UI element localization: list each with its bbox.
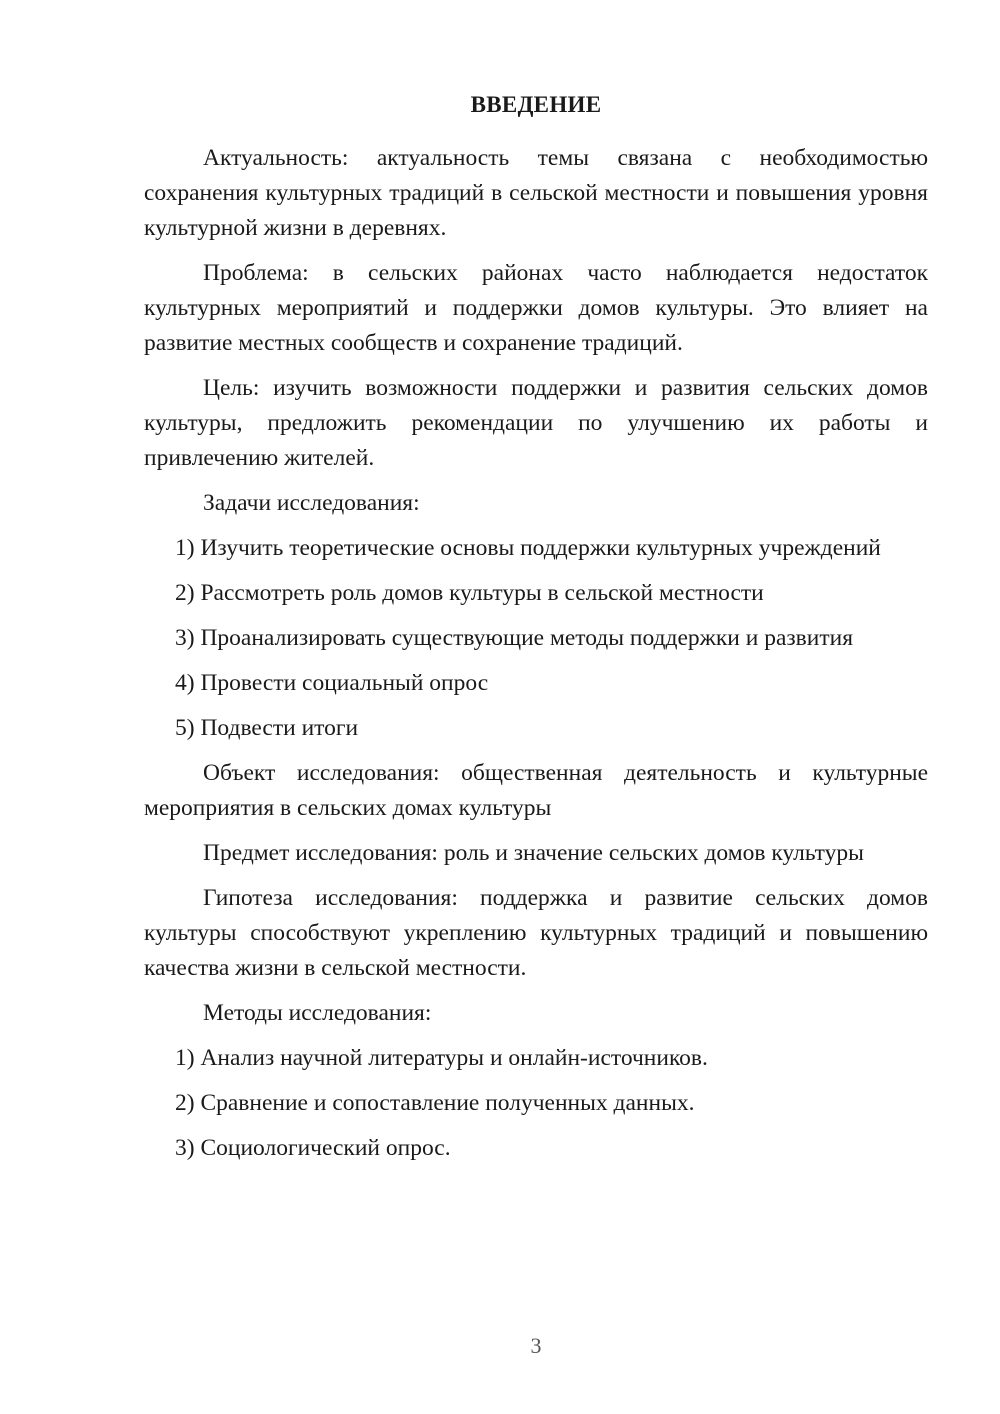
- paragraph-relevance: Актуальность: актуальность темы связана с необходимостью сохранения культурных традиций в сельской местности и повышения уровня культурной жизни в деревнях.: [144, 145, 928, 241]
- page-title: ВВЕДЕНИЕ: [470, 92, 602, 117]
- list-item: 1) Изучить теоретические основы поддержки культурных учреждений: [175, 535, 881, 561]
- list-item: 2) Рассмотреть роль домов культуры в сельской местности: [175, 580, 764, 606]
- list-item: 1) Анализ научной литературы и онлайн-источников.: [175, 1045, 708, 1071]
- list-item: 3) Социологический опрос.: [175, 1135, 451, 1161]
- paragraph-object: Объект исследования: общественная деятельность и культурные мероприятия в сельских домах культуры: [144, 760, 928, 821]
- paragraph-goal: Цель: изучить возможности поддержки и развития сельских домов культуры, предложить рекомендации по улучшению их работы и привлечению жителей.: [144, 375, 928, 471]
- page-number: 3: [530, 1333, 542, 1358]
- paragraph-hypothesis: Гипотеза исследования: поддержка и развитие сельских домов культуры способствуют укреплению культурных традиций и повышению качества жизни в сельской местности.: [144, 885, 928, 981]
- paragraph-problem: Проблема: в сельских районах часто наблюдается недостаток культурных мероприятий и поддержки домов культуры. Это влияет на развитие местных сообществ и сохранение традиций.: [144, 260, 928, 356]
- methods-heading: Методы исследования:: [203, 1000, 432, 1026]
- document-body: [144, 141, 928, 1176]
- methods-list: [144, 1041, 928, 1166]
- tasks-list: [144, 531, 928, 746]
- paragraph-subject: Предмет исследования: роль и значение сельских домов культуры: [203, 840, 864, 866]
- list-item: 3) Проанализировать существующие методы поддержки и развития: [175, 625, 854, 651]
- list-item: 2) Сравнение и сопоставление полученных данных.: [175, 1090, 695, 1116]
- list-item: 4) Провести социальный опрос: [175, 670, 489, 696]
- tasks-heading: Задачи исследования:: [203, 490, 420, 516]
- list-item: 5) Подвести итоги: [175, 715, 359, 741]
